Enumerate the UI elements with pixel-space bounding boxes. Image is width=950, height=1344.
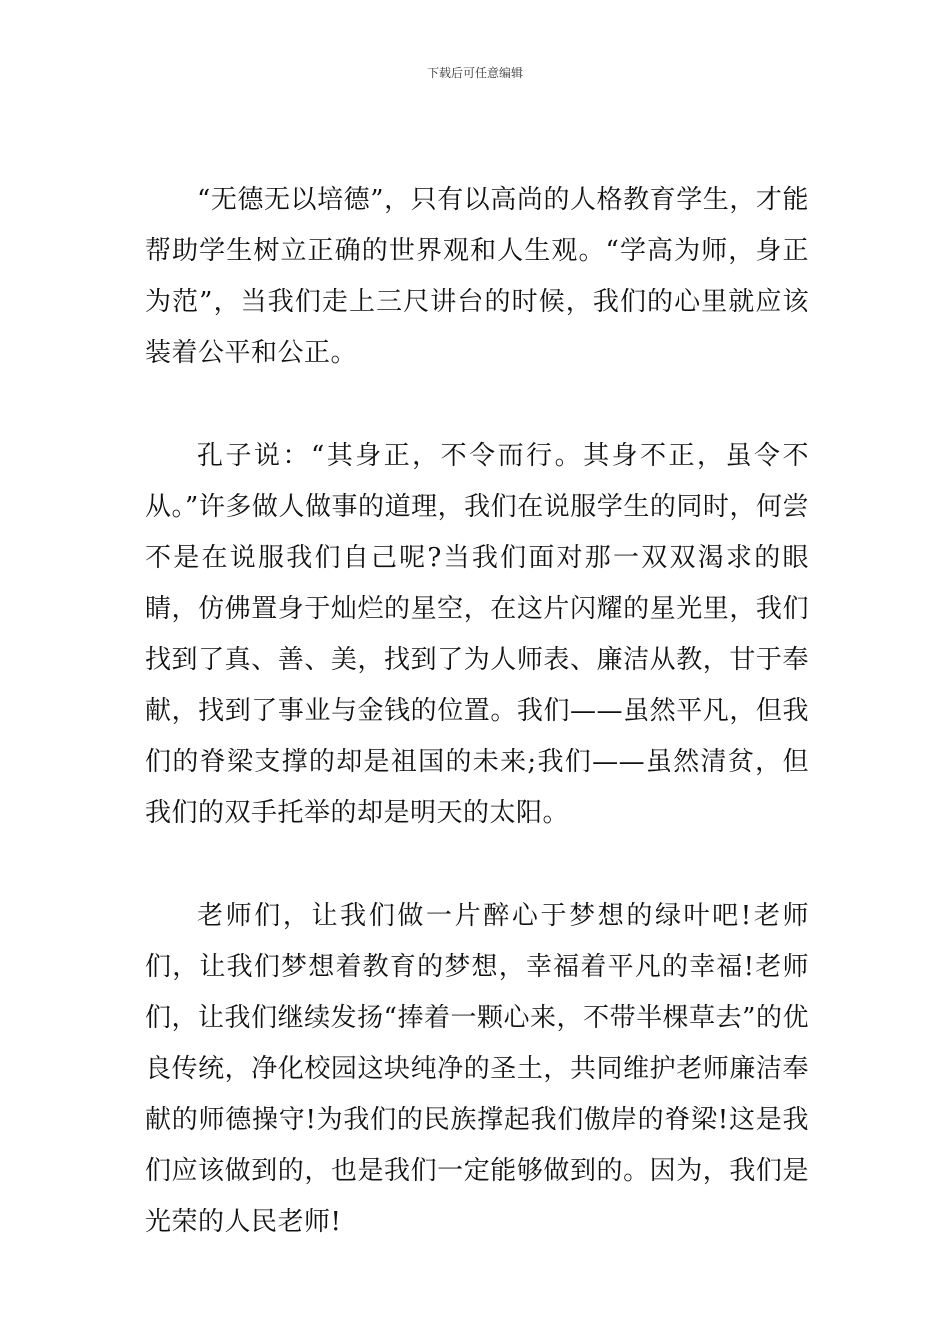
page-header: 下载后可任意编辑 — [426, 66, 523, 80]
paragraph-2: 孔子说：“其身正，不令而行。其身不正，虽令不从。”许多做人做事的道理，我们在说服学生的同时，何尝不是在说服我们自己呢?当我们面对那一双双渴求的眼睛，仿佛置身于灿烂的星空，在这片闪耀的星光里，我们找到了真、善、美，找到了为人师表、廉洁从教，甘于奉献，找到了事业与金钱的位置。我们——虽然平凡，但我们的脊梁支撑的却是祖国的未来;我们——虽然清贫，但我们的双手托举的却是明天的太阳。 — [145, 441, 809, 828]
paragraph-3: 老师们，让我们做一片醉心于梦想的绿叶吧!老师们，让我们梦想着教育的梦想，幸福着平凡的幸福!老师们，让我们继续发扬“捧着一颗心来，不带半棵草去”的优良传统，净化校园这块纯净的圣土，共同维护老师廉洁奉献的师德操守!为我们的民族撑起我们傲岸的脊梁!这是我们应该做到的，也是我们一定能够做到的。因为，我们是光荣的人民老师! — [145, 901, 809, 1237]
paragraph-1: “无德无以培德”，只有以高尚的人格教育学生，才能帮助学生树立正确的世界观和人生观。“学高为师，身正为范”，当我们走上三尺讲台的时候，我们的心里就应该装着公平和公正。 — [145, 185, 809, 368]
document-body — [145, 175, 809, 1248]
